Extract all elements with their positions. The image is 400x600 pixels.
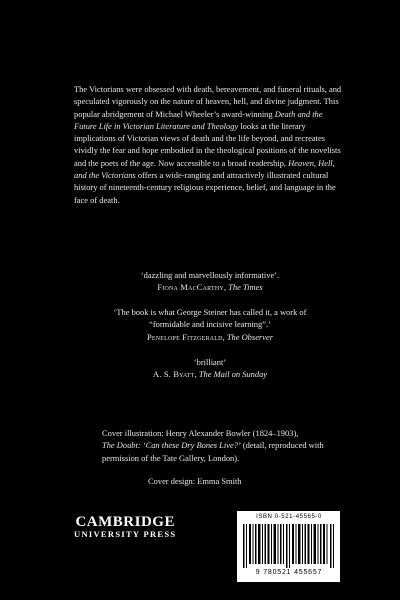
publisher-logo <box>74 515 176 540</box>
credit-line-1: Cover illustration: Henry Alexander Bowler (1824–1903), <box>102 428 299 438</box>
quote-text: ‘The book is what George Steiner has called it, a work of “formidable and incisive learning”.’ <box>113 307 307 330</box>
cover-design-credit: Cover design: Emma Smith <box>148 476 242 486</box>
quote-source: The Mail on Sunday <box>198 369 268 380</box>
blurb-text <box>74 83 342 206</box>
credit-rest: (detail, reproduced with permission of the Tate Gallery, London). <box>102 440 324 463</box>
barcode-panel <box>237 511 340 582</box>
blurb-book-title-2: Heaven, Hell, and the Victorians <box>74 157 335 181</box>
quote-source: The Times <box>228 282 263 293</box>
blurb-part-3: offers a wide-ranging and attractively illustrated cultural history of nineteenth-century religious experience, belief, and language in the face of death. <box>74 170 336 205</box>
quote-text: ‘brilliant’ <box>193 357 227 367</box>
blurb-book-title-1: Death and the Future Life in Victorian Literature and Theology <box>74 108 323 131</box>
review-quote: ‘dazzling and marvellously informative’. Fiona MacCarthy, The Times <box>60 269 360 294</box>
quote-text: ‘dazzling and marvellously informative’. <box>140 270 280 280</box>
quote-source: The Observer <box>226 331 273 342</box>
review-quote: ‘brilliant’ A. S. Byatt, The Mail on Sunday <box>60 356 360 381</box>
quote-author: Fiona MacCarthy <box>157 282 224 293</box>
barcode-icon <box>243 524 335 568</box>
barcode-number: 9 780521 455657 <box>255 569 323 576</box>
cover-illustration-credit <box>102 427 352 464</box>
review-quote: ‘The book is what George Steiner has called it, a work of “formidable and incisive learning”.’ Penelope Fitzgerald, The Observer <box>62 306 358 343</box>
quote-author: Penelope Fitzgerald <box>146 331 223 342</box>
publisher-name-line-2: UNIVERSITY PRESS <box>74 529 177 539</box>
blurb-part-1: The Victorians were obsessed with death, bereavement, and funeral rituals, and speculated vigorously on the nature of heaven, hell, and divine judgment. This popular abridgement of Michael Wheeler’s award-winning <box>74 84 342 119</box>
publisher-name-line-1: CAMBRIDGE <box>75 514 175 530</box>
credit-artwork-title: The Doubt: ‘Can these Dry Bones Live?’ <box>102 440 241 451</box>
isbn-label: ISBN 0-521-45565-0 <box>256 514 322 520</box>
quote-author: A. S. Byatt <box>152 369 195 380</box>
blurb-part-2: looks at the literary implications of Victorian views of death and the life beyond, and recreates vividly the fear and hope embodied in the theological positions of the novelists and the poets of the age. Now accessible to a broad readership, <box>74 120 341 168</box>
